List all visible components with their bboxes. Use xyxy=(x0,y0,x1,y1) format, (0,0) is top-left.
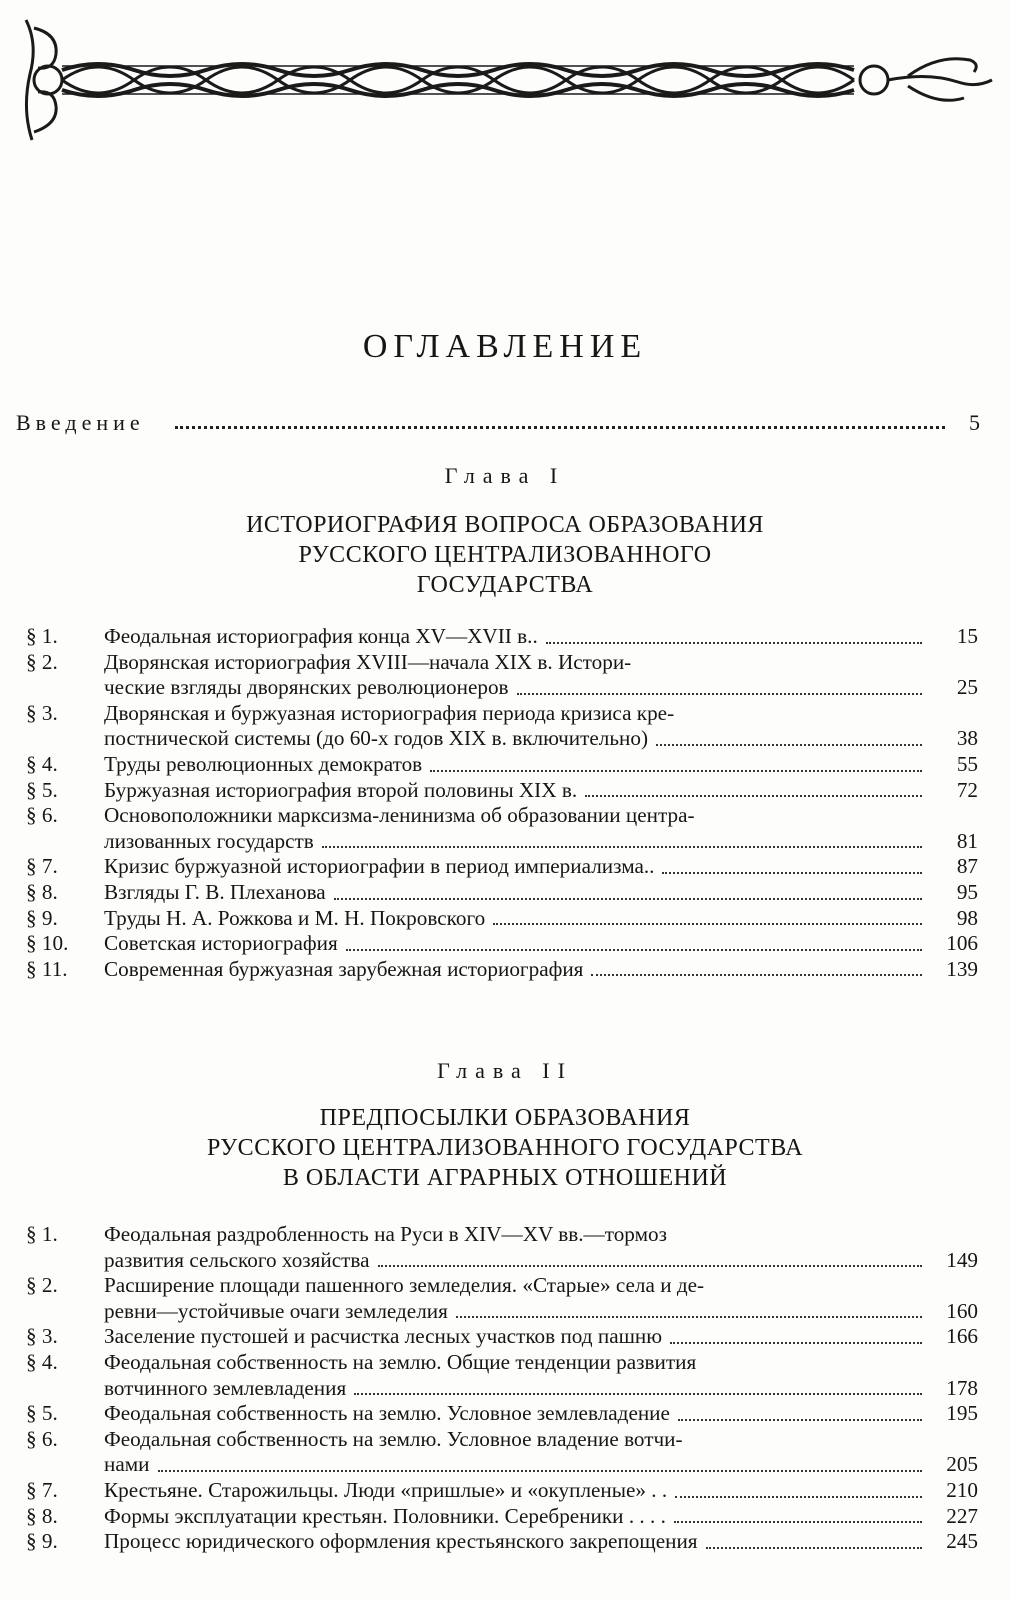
section-line xyxy=(104,1427,978,1453)
section-number: § 11. xyxy=(26,956,68,981)
section-page-number: 245 xyxy=(946,1529,978,1554)
dot-leader xyxy=(354,1393,922,1395)
section-title-text: Советская историография xyxy=(104,931,338,956)
section-body xyxy=(104,1273,978,1324)
chapter-1-sections xyxy=(26,624,978,982)
section-number: § 6. xyxy=(26,803,58,828)
section-title-text: Современная буржуазная зарубежная историография xyxy=(104,956,584,981)
section-line xyxy=(104,1273,978,1299)
section-line xyxy=(104,1529,978,1555)
chapter-2-sections xyxy=(26,1222,978,1555)
chapter-title-line: РУССКОГО ЦЕНТРАЛИЗОВАННОГО ГОСУДАРСТВА xyxy=(206,1135,804,1161)
chapter-title-line: РУССКОГО ЦЕНТРАЛИЗОВАННОГО xyxy=(298,542,712,568)
section-line xyxy=(104,650,978,676)
section-title-text: Дворянская и буржуазная историография периода кризиса кре- xyxy=(104,700,675,725)
section-line xyxy=(104,931,978,957)
section-title-text: Процесс юридического оформления крестьянского закрепощения xyxy=(104,1529,698,1554)
toc-entry[interactable] xyxy=(26,1401,978,1427)
section-title-text: ревни—устойчивые очаги земледелия xyxy=(104,1298,448,1323)
decorative-header-ornament xyxy=(8,14,998,144)
section-page-number: 87 xyxy=(956,854,978,879)
section-number: § 1. xyxy=(26,1222,58,1246)
section-body xyxy=(104,1478,978,1504)
section-number: § 7. xyxy=(26,1477,58,1502)
toc-entry[interactable] xyxy=(26,1427,978,1478)
section-line xyxy=(104,726,978,752)
section-title-text: Буржуазная историография второй половины XIX в. xyxy=(104,777,578,802)
section-title-text: Расширение площади пашенного земледелия. «Старые» села и де- xyxy=(104,1273,705,1298)
section-line xyxy=(104,1248,978,1274)
section-page-number: 25 xyxy=(956,675,978,700)
section-title-text: Феодальная собственность на землю. Общие тенденции развития xyxy=(104,1349,697,1374)
dot-leader xyxy=(546,642,922,644)
section-title-text: Феодальная историография конца XV—XVII в.. xyxy=(104,624,538,648)
dot-leader xyxy=(678,1419,922,1421)
section-line xyxy=(104,1299,978,1325)
toc-entry[interactable] xyxy=(26,803,978,854)
section-number: § 9. xyxy=(26,1529,58,1554)
dot-leader xyxy=(175,426,945,429)
section-title-text: ческие взгляды дворянских революционеров xyxy=(104,675,509,700)
section-number: § 7. xyxy=(26,854,58,879)
section-number: § 5. xyxy=(26,777,58,802)
section-title-text: Дворянская историография XVIII—начала XIX в. Истори- xyxy=(104,649,632,674)
toc-entry[interactable] xyxy=(26,1324,978,1350)
toc-entry[interactable] xyxy=(26,701,978,752)
section-body xyxy=(104,1529,978,1555)
section-page-number: 166 xyxy=(946,1324,978,1349)
section-number: § 8. xyxy=(26,879,58,904)
section-title-text: лизованных государств xyxy=(104,828,314,853)
chapter-title-line: ПРЕДПОСЫЛКИ ОБРАЗОВАНИЯ xyxy=(319,1105,691,1131)
section-number: § 4. xyxy=(26,1349,58,1374)
section-page-number: 72 xyxy=(956,777,978,802)
section-title-text: Кризис буржуазной историографии в период империализма.. xyxy=(104,854,655,879)
section-line xyxy=(104,624,978,650)
section-body xyxy=(104,1350,978,1401)
toc-entry[interactable] xyxy=(26,854,978,880)
section-page-number: 55 xyxy=(956,751,978,776)
section-line xyxy=(104,1401,978,1427)
dot-leader xyxy=(517,693,922,695)
dot-leader xyxy=(378,1265,922,1267)
section-title-text: Заселение пустошей и расчистка лесных участков под пашню xyxy=(104,1324,663,1349)
section-line xyxy=(104,778,978,804)
section-body xyxy=(104,880,978,906)
toc-title: ОГЛАВЛЕНИЕ xyxy=(362,328,648,365)
section-title-text: Формы эксплуатации крестьян. Половники. Серебреники . . . . xyxy=(104,1503,666,1528)
section-title-text: Крестьяне. Старожильцы. Люди «пришлые» и «окупленые» . . xyxy=(104,1477,668,1502)
section-body xyxy=(104,701,978,752)
section-title-text: Феодальная собственность на землю. Условное владение вотчи- xyxy=(104,1426,683,1451)
section-number: § 8. xyxy=(26,1503,58,1528)
section-body xyxy=(104,854,978,880)
section-number: § 4. xyxy=(26,751,58,776)
introduction-page: 5 xyxy=(969,410,980,435)
toc-entry[interactable] xyxy=(26,778,978,804)
toc-entry[interactable] xyxy=(26,957,978,983)
chapter-2-label: Глава II xyxy=(437,1058,573,1083)
section-title-text: постнической системы (до 60-х годов XIX в. включительно) xyxy=(104,726,648,751)
dot-leader xyxy=(346,949,922,951)
section-line xyxy=(104,1376,978,1402)
dot-leader xyxy=(322,846,922,848)
section-number: § 1. xyxy=(26,624,58,648)
section-page-number: 205 xyxy=(946,1452,978,1477)
section-body xyxy=(104,1222,978,1273)
dot-leader xyxy=(158,1470,923,1472)
section-number: § 2. xyxy=(26,649,58,674)
dot-leader xyxy=(675,1496,922,1498)
section-page-number: 160 xyxy=(946,1298,978,1323)
toc-entry[interactable] xyxy=(26,1273,978,1324)
section-body xyxy=(104,906,978,932)
toc-entry[interactable] xyxy=(26,1529,978,1555)
toc-entry[interactable] xyxy=(26,1222,978,1273)
section-page-number: 95 xyxy=(956,879,978,904)
section-body xyxy=(104,1504,978,1530)
section-page-number: 210 xyxy=(946,1477,978,1502)
section-line xyxy=(104,701,978,727)
section-line xyxy=(104,1452,978,1478)
section-number: § 5. xyxy=(26,1401,58,1426)
section-title-text: Основоположники марксизма-ленинизма об образовании центра- xyxy=(104,803,695,828)
chapter-1-title xyxy=(0,510,1010,600)
section-title-text: развития сельского хозяйства xyxy=(104,1247,370,1272)
dot-leader xyxy=(585,795,922,797)
section-title-text: Взгляды Г. В. Плеханова xyxy=(104,879,326,904)
section-line xyxy=(104,1350,978,1376)
section-number: § 3. xyxy=(26,700,58,725)
section-page-number: 195 xyxy=(946,1401,978,1426)
toc-entry-introduction[interactable] xyxy=(16,402,980,436)
dot-leader xyxy=(662,872,922,874)
dot-leader xyxy=(456,1316,922,1318)
chapter-title-line: В ОБЛАСТИ АГРАРНЫХ ОТНОШЕНИЙ xyxy=(282,1165,728,1191)
section-line xyxy=(104,829,978,855)
toc-entry[interactable] xyxy=(26,1350,978,1401)
dot-leader xyxy=(430,770,922,772)
section-line xyxy=(104,675,978,701)
section-body xyxy=(104,624,978,650)
section-number: § 10. xyxy=(26,931,69,956)
toc-entry[interactable] xyxy=(26,931,978,957)
section-page-number: 15 xyxy=(956,624,978,648)
section-body xyxy=(104,1427,978,1478)
section-line xyxy=(104,752,978,778)
section-title-text: Труды Н. А. Рожкова и М. Н. Покровского xyxy=(104,905,486,930)
dot-leader xyxy=(674,1521,922,1523)
section-title-text: Феодальная раздробленность на Руси в XIV—XV вв.—тормоз xyxy=(104,1222,667,1246)
section-number: § 3. xyxy=(26,1324,58,1349)
section-title-text: Труды революционных демократов xyxy=(104,751,423,776)
section-title-text: вотчинного землевладения xyxy=(104,1375,347,1400)
dot-leader xyxy=(670,1342,922,1344)
toc-entry[interactable] xyxy=(26,1478,978,1504)
dot-leader xyxy=(493,923,922,925)
section-body xyxy=(104,957,978,983)
section-line xyxy=(104,1324,978,1350)
section-page-number: 81 xyxy=(956,828,978,853)
section-body xyxy=(104,752,978,778)
section-title-text: нами xyxy=(104,1452,150,1477)
toc-entry[interactable] xyxy=(26,650,978,701)
chapter-2-title xyxy=(0,1103,1010,1193)
section-page-number: 38 xyxy=(956,726,978,751)
section-line xyxy=(104,957,978,983)
section-page-number: 106 xyxy=(946,931,978,956)
section-line xyxy=(104,803,978,829)
section-line xyxy=(104,1222,978,1248)
chapter-title-line: ИСТОРИОГРАФИЯ ВОПРОСА ОБРАЗОВАНИЯ xyxy=(246,512,764,538)
section-number: § 2. xyxy=(26,1273,58,1298)
toc-entry[interactable] xyxy=(26,1504,978,1530)
dot-leader xyxy=(656,744,922,746)
section-line xyxy=(104,906,978,932)
section-body xyxy=(104,778,978,804)
toc-entry[interactable] xyxy=(26,752,978,778)
section-body xyxy=(104,803,978,854)
section-page-number: 227 xyxy=(946,1503,978,1528)
dot-leader xyxy=(334,898,922,900)
section-body xyxy=(104,931,978,957)
section-line xyxy=(104,854,978,880)
introduction-label: Введение xyxy=(16,410,145,435)
dot-leader xyxy=(706,1547,922,1549)
section-body xyxy=(104,1324,978,1350)
section-body xyxy=(104,650,978,701)
toc-entry[interactable] xyxy=(26,906,978,932)
toc-entry[interactable] xyxy=(26,624,978,650)
section-line xyxy=(104,880,978,906)
section-page-number: 98 xyxy=(956,905,978,930)
section-page-number: 149 xyxy=(946,1247,978,1272)
section-page-number: 178 xyxy=(946,1375,978,1400)
section-page-number: 139 xyxy=(946,956,978,981)
section-line xyxy=(104,1478,978,1504)
toc-entry[interactable] xyxy=(26,880,978,906)
section-number: § 6. xyxy=(26,1426,58,1451)
section-body xyxy=(104,1401,978,1427)
section-title-text: Феодальная собственность на землю. Условное землевладение xyxy=(104,1401,670,1426)
chapter-title-line: ГОСУДАРСТВА xyxy=(416,572,594,598)
section-number: § 9. xyxy=(26,905,58,930)
chapter-1-label: Глава I xyxy=(444,463,566,488)
section-line xyxy=(104,1504,978,1530)
dot-leader xyxy=(591,974,922,976)
